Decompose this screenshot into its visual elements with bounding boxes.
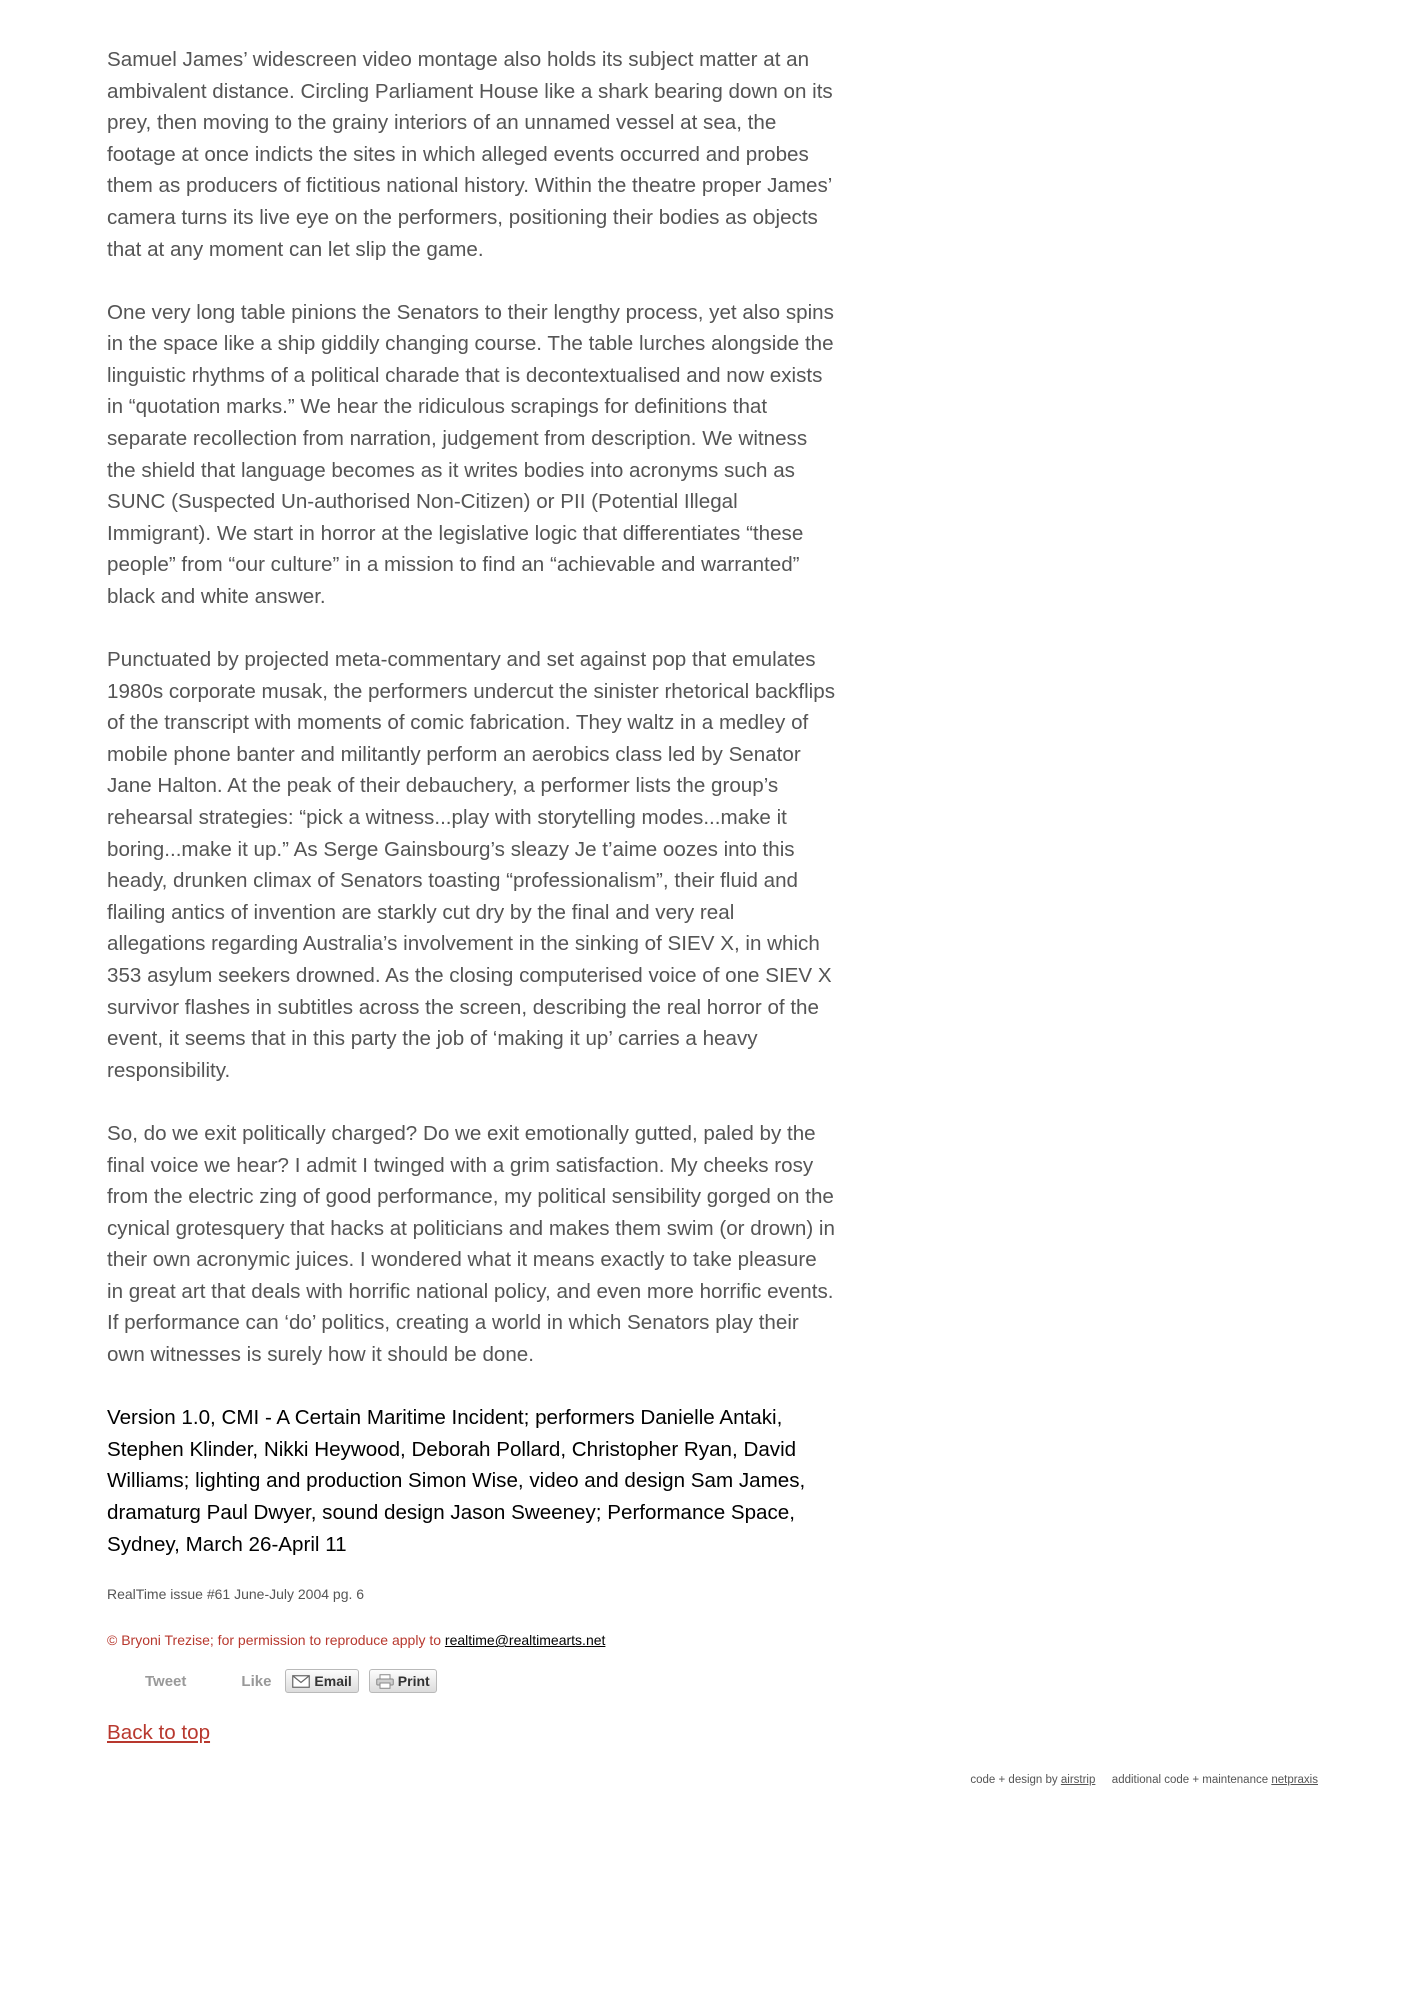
copyright-text: © Bryoni Trezise; for permission to reproduce apply to: [107, 1632, 442, 1649]
article: [107, 44, 837, 1747]
article-paragraph-4: So, do we exit politically charged? Do we exit emotionally gutted, paled by the final voice we hear? I admit I twinged with a grim satisfaction. My cheeks rosy from the electric zing of good performance, my political sensibility gorged on the cynical grotesquery that hacks at politicians and makes them swim (or drown) in their own acronymic juices. I wondered what it means exactly to take pleasure in great art that deals with horrific national policy, and even more horrific events. If performance can ‘do’ politics, creating a world in which Senators play their own witnesses is surely how it should be done.: [107, 1121, 835, 1367]
footer-maintenance-prefix: additional code + maintenance: [1111, 1774, 1269, 1786]
envelope-icon: [292, 1675, 310, 1688]
footer-design-prefix: code + design by: [970, 1774, 1058, 1786]
share-bar: [107, 1667, 837, 1695]
site-footer: [970, 1774, 1318, 1786]
netpraxis-link[interactable]: netpraxis: [1271, 1774, 1318, 1786]
article-paragraph-1: Samuel James’ widescreen video montage also holds its subject matter at an ambivalent distance. Circling Parliament House like a shark bearing down on its prey, then moving to the grainy interiors of an unnamed vessel at sea, the footage at once indicts the sites in which alleged events occurred and probes them as producers of fictitious national history. Within the theatre proper James’ camera turns its live eye on the performers, positioning their bodies as objects that at any moment can let slip the game.: [107, 48, 833, 261]
article-paragraph-2: One very long table pinions the Senators to their lengthy process, yet also spins in the space like a ship giddily changing course. The table lurches alongside the linguistic rhythms of a political charade that is decontextualised and now exists in “quotation marks.” We hear the ridiculous scrapings for definitions that separate recollection from narration, judgement from description. We witness the shield that language becomes as it writes bodies into acronyms such as SUNC (Suspected Un-authorised Non-Citizen) or PII (Potential Illegal Immigrant). We start in horror at the legislative logic that differentiates “these people” from “our culture” in a mission to find an “achievable and warranted” black and white answer.: [107, 300, 834, 608]
permission-email-link[interactable]: realtime@realtimearts.net: [444, 1632, 606, 1649]
back-to-top: [107, 1719, 837, 1747]
back-to-top-link[interactable]: Back to top: [107, 1721, 211, 1745]
print-button[interactable]: [369, 1669, 437, 1693]
copyright-notice: [107, 1631, 837, 1649]
article-paragraph-3: Punctuated by projected meta-commentary and set against pop that emulates 1980s corporate musak, the performers undercut the sinister rhetorical backflips of the transcript with moments of comic fabrication. They waltz in a medley of mobile phone banter and militantly perform an aerobics class led by Senator Jane Halton. At the peak of their debauchery, a performer lists the group’s rehearsal strategies: “pick a witness...play with storytelling modes...make it boring...make it up.” As Serge Gainsbourg’s sleazy Je t’aime oozes into this heady, drunken climax of Senators toasting “professionalism”, their fluid and flailing antics of invention are starkly cut dry by the final and very real allegations regarding Australia’s involvement in the sinking of SIEV X, in which 353 asylum seekers drowned. As the closing computerised voice of one SIEV X survivor flashes in subtitles across the screen, describing the real horror of the event, it seems that in this party the job of ‘making it up’ carries a heavy responsibility.: [107, 648, 835, 1082]
tweet-button[interactable]: Tweet: [145, 1672, 187, 1690]
production-credits: Version 1.0, CMI - A Certain Maritime Incident; performers Danielle Antaki, Stephen Klinder, Nikki Heywood, Deborah Pollard, Christopher Ryan, David Williams; lighting and production Simon Wise, video and design Sam James, dramaturg Paul Dwyer, sound design Jason Sweeney; Performance Space, Sydney, March 26-April 11: [107, 1406, 806, 1556]
print-button-label: Print: [397, 1673, 430, 1690]
issue-info: RealTime issue #61 June-July 2004 pg. 6: [107, 1586, 365, 1603]
like-button[interactable]: Like: [241, 1672, 272, 1690]
email-button-label: Email: [314, 1673, 352, 1690]
printer-icon: [376, 1674, 394, 1689]
email-button[interactable]: [285, 1669, 358, 1693]
airstrip-link[interactable]: airstrip: [1060, 1774, 1096, 1786]
